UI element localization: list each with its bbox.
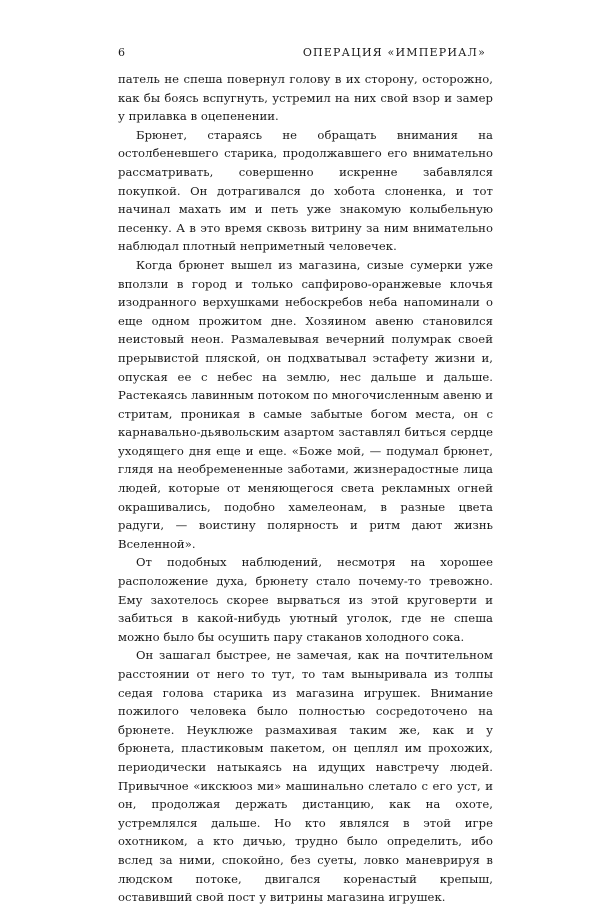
paragraph: Он зашагал быстрее, не замечая, как на почтительном расстоянии от него то тут, то там выныривала из толпы седая голова старика из магазина игрушек. Внимание пожилого человека было полностью сосредоточено на брюнете. Неуклюже размахивая таким же, как и у брюнета, пластиковым пакетом, он цеплял им прохожих, периодически натыкаясь на идущих навстречу людей. Привычное «икскюоз ми» машинально слетало с его уст, и он, продолжая держать дистанцию, как на охоте, устремлялся дальше. Но кто являлся в этой игре охотником, а кто дичью, трудно было определить, ибо вслед за ними, спокойно, без суеты, ловко маневрируя в людском потоке, двигался коренастый крепыш, оставивший свой пост у витрины магазина игрушек. [118, 648, 493, 905]
paragraph: Брюнет, стараясь не обращать внимания на остолбеневшего старика, продолжавшего его внимательно рассматривать, совершенно искренне забавлялся покупкой. Он дотрагивался до хобота слоненка, и тот начинал махать им и петь уже знакомую колыбельную песенку. А в это время сквозь витрину за ним внимательно наблюдал плотный неприметный человечек. [118, 127, 493, 254]
running-title: ОПЕРАЦИЯ «ИМПЕРИАЛ» [302, 46, 486, 59]
paragraph-continued: патель не спеша повернул голову в их сторону, осторожно, как бы боясь вспугнуть, устремил на них свой взор и замер у прилавка в оцепенении. [118, 72, 493, 124]
paragraph: Когда брюнет вышел из магазина, сизые сумерки уже вползли в город и только сапфирово-оранжевые клочья изодранного верхушками небоскребов неба напоминали о еще одном прожитом дне. Хозяином авеню становился неистовый неон. Размалевывая вечерний полумрак своей прерывистой пляской, он подхватывал эстафету жизни и, опуская ее с небес на землю, нес дальше и дальше. Растекаясь лавинным потоком по многочисленным авеню и стритам, проникая в самые забытые богом места, он с карнавально-дьявольским азартом заставлял биться сердце уходящего дня еще и еще. «Боже мой, — подумал брюнет, глядя на необремененные заботами, жизнерадостные лица людей, которые от меняющегося света рекламных огней окрашивались, подобно хамелеонам, в разные цвета радуги, — воистину полярность и ритм дают жизнь Вселенной». [118, 257, 493, 551]
running-header [118, 46, 486, 59]
paragraph: От подобных наблюдений, несмотря на хорошее расположение духа, брюнету стало почему-то тревожно. Ему захотелось скорее вырваться из этой круговерти и забиться в какой-нибудь уютный уголок, где не спеша можно было бы осушить пару стаканов холодного сока. [118, 555, 493, 644]
page-number: 6 [118, 46, 127, 59]
body-text [118, 70, 493, 907]
